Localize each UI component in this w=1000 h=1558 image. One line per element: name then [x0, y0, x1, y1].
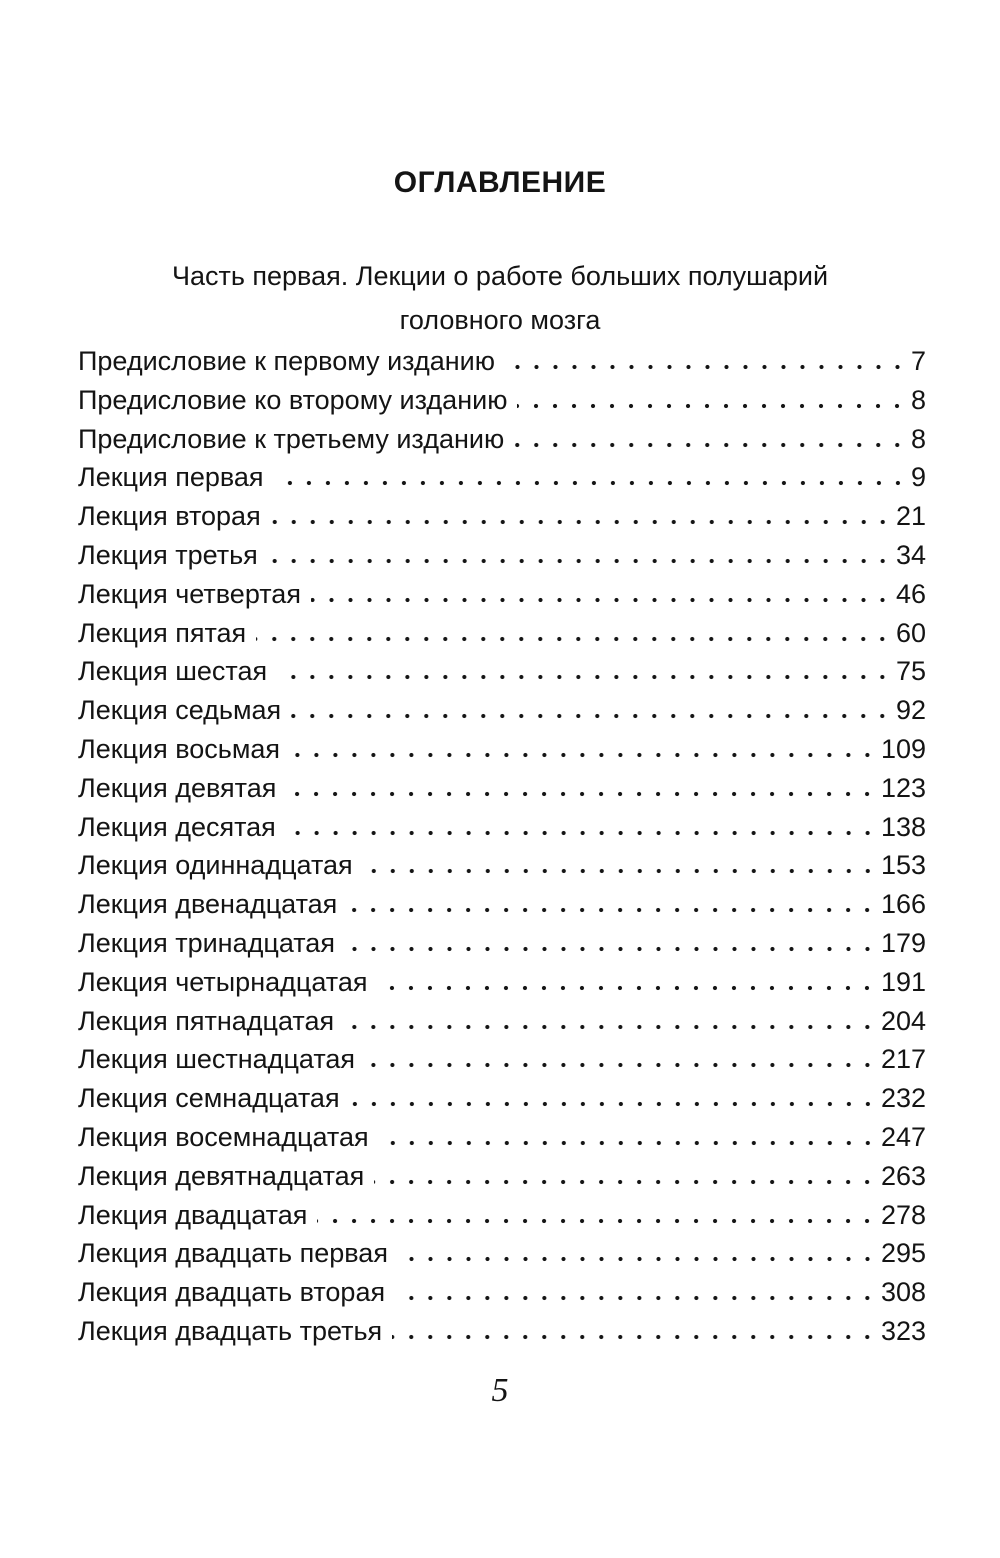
dot-leader [365, 1060, 877, 1070]
toc-entry-page: 247 [880, 1121, 926, 1152]
toc-entry [78, 1312, 926, 1351]
dot-leader [345, 944, 877, 954]
toc-entry [78, 420, 926, 459]
toc-entry-page: 295 [880, 1238, 926, 1269]
dot-leader [286, 828, 877, 838]
toc-entry-page: 7 [910, 346, 926, 376]
dot-leader [392, 1332, 877, 1342]
toc-entry-page: 278 [880, 1199, 926, 1230]
toc-entry-page: 123 [880, 772, 926, 803]
toc-entry-page: 109 [880, 733, 926, 764]
toc-entry-page: 8 [910, 384, 926, 415]
toc-entry [78, 1273, 926, 1312]
toc-entry [78, 691, 926, 730]
toc-entry [78, 730, 926, 769]
toc-entry-label: Лекция седьмая [78, 695, 282, 726]
toc-entry [78, 497, 926, 536]
part-heading [120, 254, 880, 342]
toc-entry-label: Лекция двенадцатая [78, 889, 338, 920]
dot-leader [505, 362, 907, 372]
toc-entry-page: 46 [895, 578, 926, 609]
dot-leader [290, 750, 877, 760]
toc-entry-label: Лекция четырнадцатая [78, 966, 368, 997]
dot-leader [398, 1254, 877, 1264]
toc-list [78, 342, 926, 1351]
toc-entry-label: Лекция девятая [78, 772, 277, 803]
toc-entry [78, 1040, 926, 1079]
toc-entry-label: Лекция десятая [78, 811, 276, 842]
part-heading-line-1: Часть первая. Лекции о работе больших полушарий [171, 261, 829, 291]
toc-entry-page: 217 [880, 1044, 926, 1075]
dot-leader [271, 517, 892, 527]
dot-leader [379, 1138, 877, 1148]
toc-entry-page: 60 [895, 617, 926, 648]
toc-entry-label: Лекция третья [78, 539, 258, 570]
toc-entry [78, 1118, 926, 1157]
toc-entry-label: Лекция девятнадцатая [78, 1160, 365, 1191]
dot-leader [377, 983, 876, 993]
toc-entry [78, 769, 926, 808]
part-heading-line-2: головного мозга [399, 305, 601, 335]
toc-entry [78, 458, 926, 497]
toc-entry-page: 323 [880, 1315, 926, 1346]
dot-leader [517, 401, 907, 411]
toc-entry [78, 342, 926, 381]
dot-leader [344, 1022, 877, 1032]
toc-entry [78, 652, 926, 691]
toc-entry-page: 92 [895, 695, 926, 726]
dot-leader [256, 634, 892, 644]
page-number: 5 [491, 1372, 509, 1409]
dot-leader [395, 1293, 877, 1303]
toc-entry-label: Предисловие ко второму изданию [78, 384, 508, 415]
toc-entry-label: Лекция пятая [78, 617, 247, 648]
toc-entry-page: 21 [895, 501, 926, 532]
toc-entry-label: Предисловие к третьему изданию [78, 423, 505, 454]
toc-entry-page: 232 [880, 1083, 926, 1114]
toc-entry-label: Лекция шестнадцатая [78, 1044, 356, 1075]
toc-entry [78, 885, 926, 924]
toc-entry [78, 1234, 926, 1273]
toc-entry [78, 1157, 926, 1196]
dot-leader [347, 905, 877, 915]
toc-entry-page: 34 [895, 539, 926, 570]
toc-entry-label: Лекция восьмая [78, 733, 281, 764]
toc-entry-label: Лекция двадцать вторая [78, 1277, 386, 1308]
toc-entry-label: Лекция шестая [78, 656, 268, 687]
toc-entry [78, 536, 926, 575]
toc-entry-label: Лекция двадцать первая [78, 1238, 388, 1269]
toc-entry [78, 1079, 926, 1118]
page-title: ОГЛАВЛЕНИЕ [393, 166, 607, 199]
dot-leader [363, 866, 877, 876]
toc-entry [78, 846, 926, 885]
toc-entry-page: 204 [880, 1005, 926, 1036]
dot-leader [374, 1177, 877, 1187]
toc-entry-label: Предисловие к первому изданию [78, 346, 495, 376]
dot-leader [317, 1216, 877, 1226]
toc-entry [78, 924, 926, 963]
toc-entry [78, 575, 926, 614]
toc-entry-label: Лекция двадцатая [78, 1199, 308, 1230]
dot-leader [268, 556, 892, 566]
toc-entry-label: Лекция двадцать третья [78, 1315, 383, 1346]
toc-entry-page: 153 [880, 850, 926, 881]
toc-entry-page: 308 [880, 1277, 926, 1308]
toc-entry-page: 75 [895, 656, 926, 687]
toc-entry-label: Лекция одиннадцатая [78, 850, 353, 881]
toc-entry-label: Лекция первая [78, 462, 264, 493]
toc-entry-label: Лекция четвертая [78, 578, 301, 609]
dot-leader [274, 478, 907, 488]
toc-entry-label: Лекция вторая [78, 501, 261, 532]
dot-leader [277, 672, 892, 682]
toc-entry [78, 1002, 926, 1041]
dot-leader [311, 595, 892, 605]
toc-entry [78, 963, 926, 1002]
toc-entry-label: Лекция семнадцатая [78, 1083, 340, 1114]
toc-entry-page: 8 [910, 423, 926, 454]
toc-entry-label: Лекция пятнадцатая [78, 1005, 335, 1036]
toc-entry-page: 179 [880, 927, 926, 958]
toc-entry-page: 263 [880, 1160, 926, 1191]
toc-entry [78, 614, 926, 653]
dot-leader [350, 1099, 877, 1109]
toc-entry-page: 191 [880, 966, 926, 997]
toc-entry-page: 9 [910, 462, 926, 493]
toc-entry [78, 808, 926, 847]
dot-leader [291, 711, 892, 721]
dot-leader [514, 440, 907, 450]
dot-leader [286, 789, 877, 799]
toc-entry-page: 138 [880, 811, 926, 842]
toc-entry-label: Лекция тринадцатая [78, 927, 335, 958]
toc-entry-page: 166 [880, 889, 926, 920]
toc-entry [78, 1196, 926, 1235]
toc-entry-label: Лекция восемнадцатая [78, 1121, 369, 1152]
toc-entry [78, 381, 926, 420]
